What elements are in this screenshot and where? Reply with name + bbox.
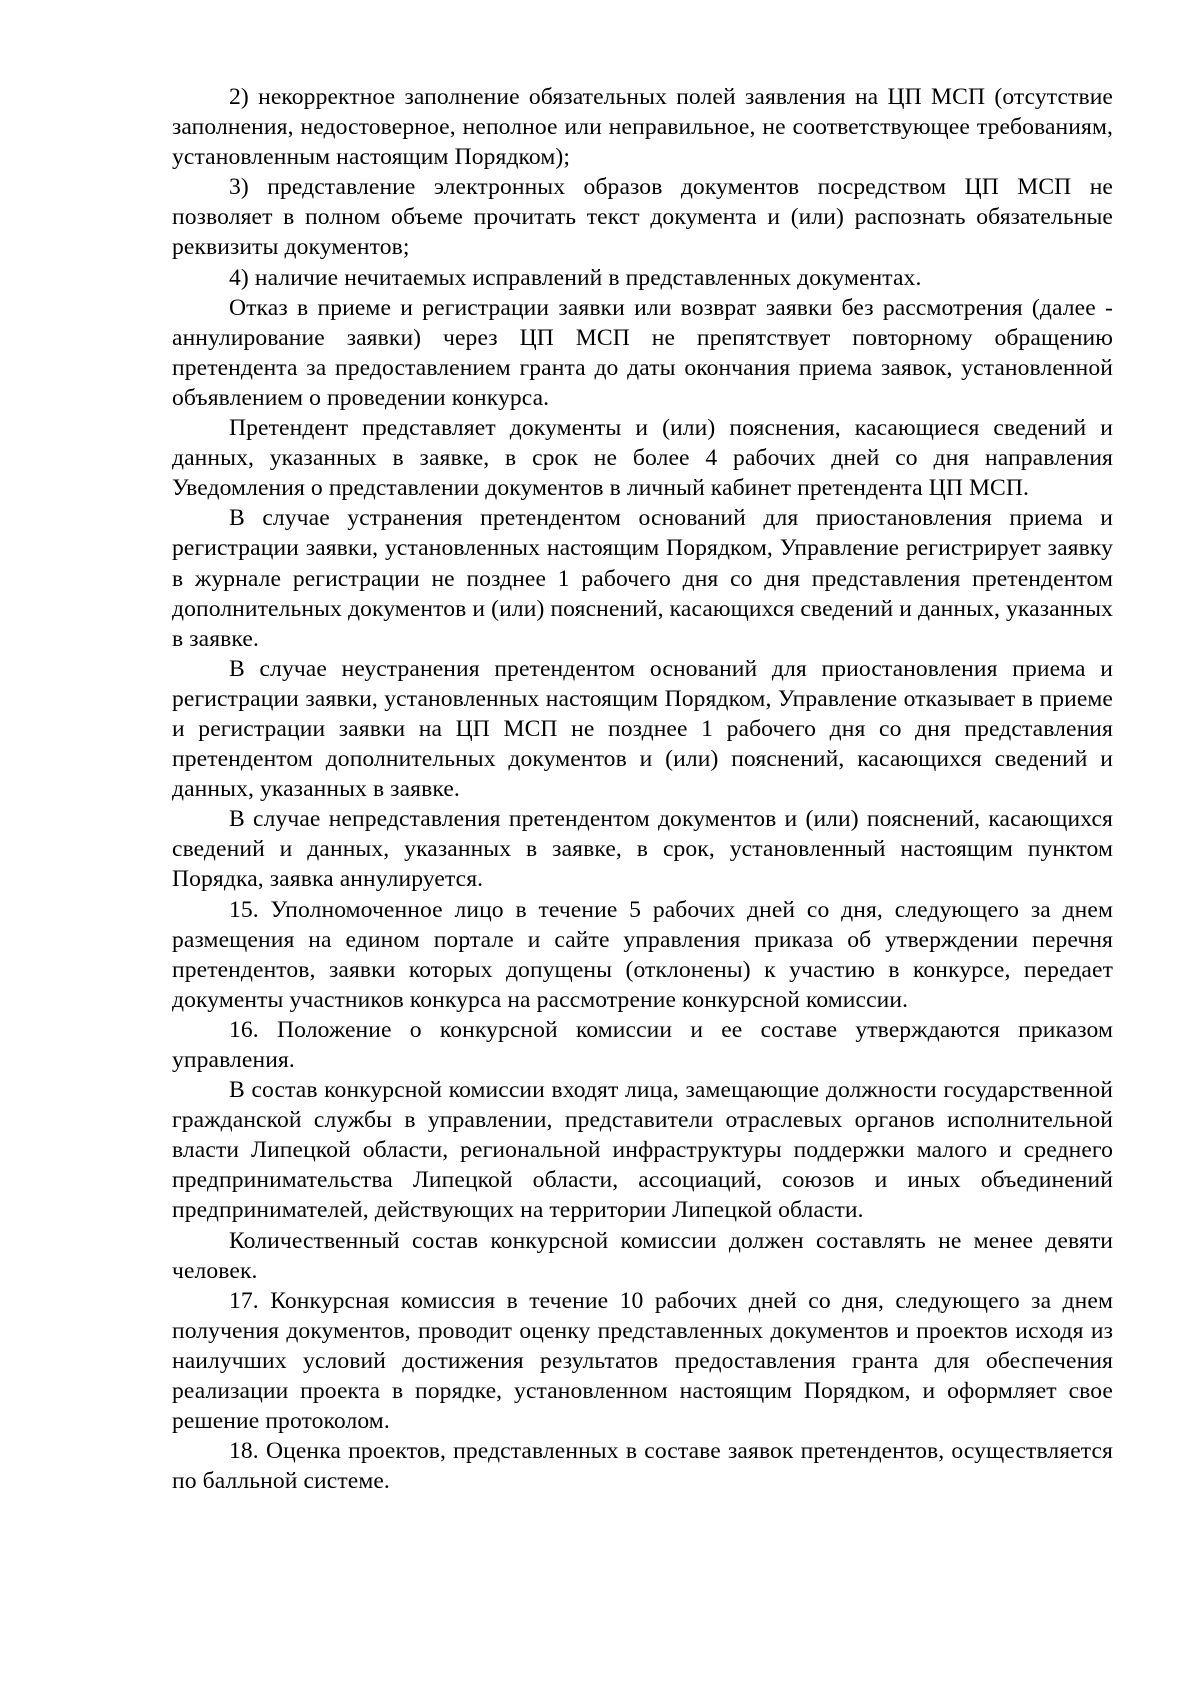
paragraph-elimination: В случае устранения претендентом оснований для приостановления приема и регистрации заявки, установленных настоящим Порядком, Управление регистрирует заявку в журнале регистрации не позднее 1 рабочего дня со дня представления претендентом дополнительных документов и (или) пояснений, касающихся сведений и данных, указанных в заявке. — [172, 505, 1113, 652]
paragraph-non-submission: В случае непредставления претендентом документов и (или) пояснений, касающихся сведений и данных, указанных в заявке, в срок, установленный настоящим пунктом Порядка, заявка аннулируется. — [172, 806, 1113, 893]
paragraph-non-elimination: В случае неустранения претендентом оснований для приостановления приема и регистрации заявки, установленных настоящим Порядком, Управление отказывает в приеме и регистрации заявки на ЦП МСП не позднее 1 рабочего дня со дня представления претендентом дополнительных документов и (или) пояснений, касающихся сведений и данных, указанных в заявке. — [172, 655, 1113, 803]
paragraph-clause-17: 17. Конкурсная комиссия в течение 10 рабочих дней со дня, следующего за днем получения документов, проводит оценку представленных документов и проектов исходя из наилучших условий достижения результатов предоставления гранта для обеспечения реализации проекта в порядке, установленном настоящим Порядком, и оформляет свое решение протоколом. — [172, 1287, 1113, 1435]
paragraph-clause-16: 16. Положение о конкурсной комиссии и ее составе утверждаются приказом управления. — [172, 1016, 1113, 1073]
paragraph-item-4: 4) наличие нечитаемых исправлений в представленных документах. — [229, 264, 922, 291]
paragraph-item-3: 3) представление электронных образов документов посредством ЦП МСП не позволяет в полном объеме прочитать текст документа и (или) распознать обязательные реквизиты документов; — [172, 174, 1113, 261]
paragraph-clause-18: 18. Оценка проектов, представленных в составе заявок претендентов, осуществляется по балльной системе. — [172, 1438, 1113, 1495]
document-page — [172, 82, 1113, 1496]
paragraph-applicant-documents: Претендент представляет документы и (или) пояснения, касающиеся сведений и данных, указанных в заявке, в срок не более 4 рабочих дней со дня направления Уведомления о представлении документов в личный кабинет претендента ЦП МСП. — [172, 415, 1113, 502]
paragraph-item-2: 2) некорректное заполнение обязательных полей заявления на ЦП МСП (отсутствие заполнения, недостоверное, неполное или неправильное, не соответствующее требованиям, установленным настоящим Порядком); — [172, 84, 1113, 171]
paragraph-clause-15: 15. Уполномоченное лицо в течение 5 рабочих дней со дня, следующего за днем размещения на едином портале и сайте управления приказа об утверждении перечня претендентов, заявки которых допущены (отклонены) к участию в конкурсе, передает документы участников конкурса на рассмотрение конкурсной комиссии. — [172, 896, 1113, 1013]
paragraph-commission-composition: В состав конкурсной комиссии входят лица, замещающие должности государственной гражданской службы в управлении, представители отраслевых органов исполнительной власти Липецкой области, региональной инфраструктуры поддержки малого и среднего предпринимательства Липецкой области, ассоциаций, союзов и иных объединений предпринимателей, действующих на территории Липецкой области. — [172, 1077, 1113, 1224]
paragraph-annulment: Отказ в приеме и регистрации заявки или возврат заявки без рассмотрения (далее - аннулирование заявки) через ЦП МСП не препятствует повторному обращению претендента за предоставлением гранта до даты окончания приема заявок, установленной объявлением о проведении конкурса. — [172, 294, 1113, 411]
paragraph-commission-size: Количественный состав конкурсной комиссии должен составлять не менее девяти человек. — [172, 1227, 1113, 1284]
